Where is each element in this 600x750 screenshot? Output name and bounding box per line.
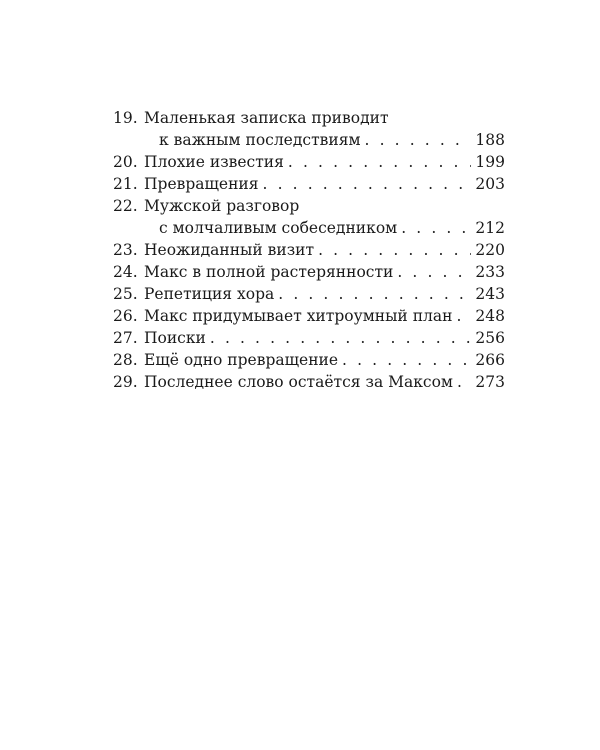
toc-entry-28[interactable]	[113, 349, 505, 371]
toc-entry-line	[113, 195, 505, 217]
chapter-number: 19.	[113, 109, 138, 127]
chapter-number: 25.	[113, 285, 138, 303]
chapter-number: 20.	[113, 153, 138, 171]
chapter-title: Маленькая записка приводит	[144, 109, 389, 127]
chapter-title-continued: с молчаливым собеседником	[159, 219, 398, 237]
page-number: 243	[475, 285, 505, 303]
dot-leader	[318, 239, 471, 261]
dot-leader	[263, 173, 472, 195]
page-number: 212	[475, 219, 505, 237]
chapter-title: Превращения	[144, 175, 259, 193]
page-number: 220	[475, 241, 505, 259]
chapter-number: 21.	[113, 175, 138, 193]
toc-entry-line	[113, 239, 505, 261]
dot-leader	[397, 261, 471, 283]
chapter-title: Ещё одно превращение	[144, 351, 339, 369]
dot-leader	[278, 283, 471, 305]
toc-entry-line	[113, 173, 505, 195]
dot-leader	[457, 371, 471, 393]
toc-entry-line	[113, 129, 505, 151]
toc-entry-line	[113, 371, 505, 393]
table-of-contents	[113, 107, 505, 393]
chapter-number: 22.	[113, 197, 138, 215]
toc-entry-line	[113, 349, 505, 371]
toc-entry-20[interactable]	[113, 151, 505, 173]
dot-leader	[342, 349, 471, 371]
chapter-title: Последнее слово остаётся за Максом	[144, 373, 453, 391]
toc-entry-22[interactable]	[113, 195, 505, 239]
chapter-title-continued: к важным последствиям	[159, 131, 361, 149]
toc-entry-23[interactable]	[113, 239, 505, 261]
toc-entry-line	[113, 283, 505, 305]
page-number: 256	[475, 329, 505, 347]
toc-entry-21[interactable]	[113, 173, 505, 195]
page-number: 233	[475, 263, 505, 281]
page-number: 203	[475, 175, 505, 193]
toc-entry-line	[113, 305, 505, 327]
chapter-title: Макс в полной растерянности	[144, 263, 394, 281]
chapter-number: 28.	[113, 351, 138, 369]
chapter-number: 27.	[113, 329, 138, 347]
chapter-number: 29.	[113, 373, 138, 391]
chapter-title: Неожиданный визит	[144, 241, 315, 259]
dot-leader	[210, 327, 472, 349]
page-number: 273	[475, 373, 505, 391]
page-number: 266	[475, 351, 505, 369]
toc-entry-line	[113, 261, 505, 283]
toc-entry-line	[113, 217, 505, 239]
page-number: 188	[475, 131, 505, 149]
chapter-number: 26.	[113, 307, 138, 325]
page-number: 248	[475, 307, 505, 325]
toc-entry-27[interactable]	[113, 327, 505, 349]
chapter-title: Плохие известия	[144, 153, 284, 171]
toc-entry-line	[113, 151, 505, 173]
toc-entry-line	[113, 107, 505, 129]
chapter-title: Макс придумывает хитроумный план	[144, 307, 453, 325]
dot-leader	[365, 129, 472, 151]
chapter-title: Мужской разговор	[144, 197, 300, 215]
toc-entry-25[interactable]	[113, 283, 505, 305]
chapter-title: Поиски	[144, 329, 206, 347]
chapter-number: 24.	[113, 263, 138, 281]
toc-entry-29[interactable]	[113, 371, 505, 393]
dot-leader	[288, 151, 471, 173]
toc-entry-line	[113, 327, 505, 349]
dot-leader	[456, 305, 471, 327]
page-number: 199	[475, 153, 505, 171]
dot-leader	[401, 217, 471, 239]
toc-entry-19[interactable]	[113, 107, 505, 151]
toc-entry-26[interactable]	[113, 305, 505, 327]
chapter-title: Репетиция хора	[144, 285, 275, 303]
toc-entry-24[interactable]	[113, 261, 505, 283]
chapter-number: 23.	[113, 241, 138, 259]
